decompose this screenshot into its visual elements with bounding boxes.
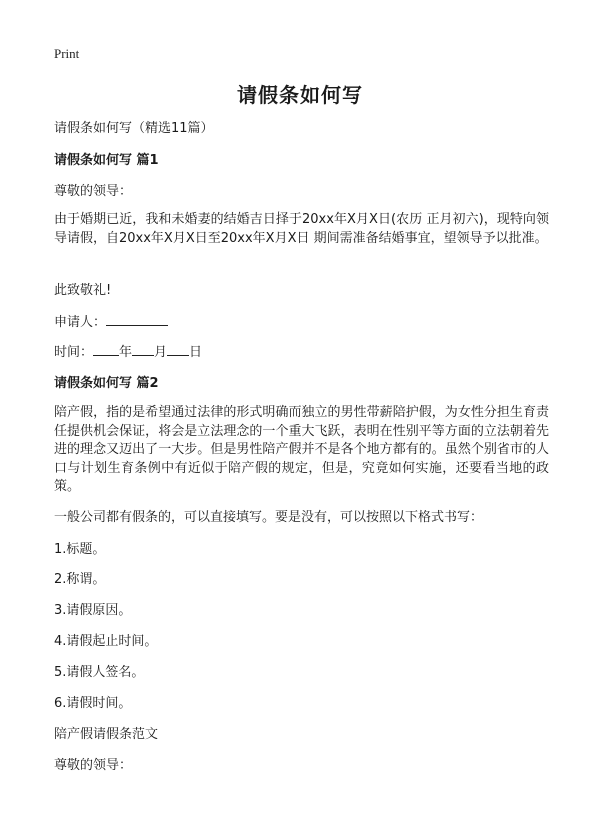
year-label: 年 [119, 345, 133, 360]
salutation-2: 尊敬的领导： [54, 758, 133, 773]
month-label: 月 [154, 345, 168, 360]
time-line [54, 343, 202, 361]
day-label: 日 [189, 345, 203, 360]
print-link[interactable]: Print [54, 46, 80, 61]
year-blank [93, 343, 119, 356]
body-paragraph-1: 由于婚期已近，我和未婚妻的结婚吉日择于20xx年X月X日(农历 正月初六)，现特向领导请假，自20xx年X月X日至20xx年X月X日 期间需准备结婚事宜，望领导予以批准。 [54, 212, 549, 246]
applicant-label: 申请人： [54, 315, 107, 330]
applicant-blank [106, 313, 168, 326]
body-paragraph-2: 陪产假，指的是希望通过法律的形式明确而独立的男性带薪陪护假，为女性分担生育责任提供机会保证，将会是立法理念的一个重大飞跃，表明在性别平等方面的立法朝着先进的理念又迈出了一大步。但是男性陪产假并不是各个地方都有的。虽然个别省市的人口与计划生育条例中有近似于陪产假的规定，但是，究竟如何实施，还要看当地的政策。 [54, 405, 549, 494]
applicant-line [54, 313, 168, 331]
list-item: 1.标题。 [54, 542, 106, 557]
month-blank [132, 343, 154, 356]
salutation-1: 尊敬的领导： [54, 184, 133, 199]
document-subtitle: 请假条如何写（精选11篇） [54, 121, 214, 136]
intro-text: 一般公司都有假条的，可以直接填写。要是没有，可以按照以下格式书写： [54, 510, 484, 525]
list-item: 6.请假时间。 [54, 696, 132, 711]
time-label: 时间： [54, 345, 94, 360]
sample-title: 陪产假请假条范文 [54, 727, 159, 742]
list-item: 5.请假人签名。 [54, 665, 145, 680]
section-heading-1: 请假条如何写 篇1 [54, 153, 159, 168]
list-item: 3.请假原因。 [54, 603, 132, 618]
list-item: 4.请假起止时间。 [54, 634, 158, 649]
list-item: 2.称谓。 [54, 572, 106, 587]
section-heading-2: 请假条如何写 篇2 [54, 376, 159, 391]
page-title: 请假条如何写 [237, 83, 363, 107]
day-blank [167, 343, 189, 356]
closing-text: 此致敬礼! [54, 283, 112, 298]
